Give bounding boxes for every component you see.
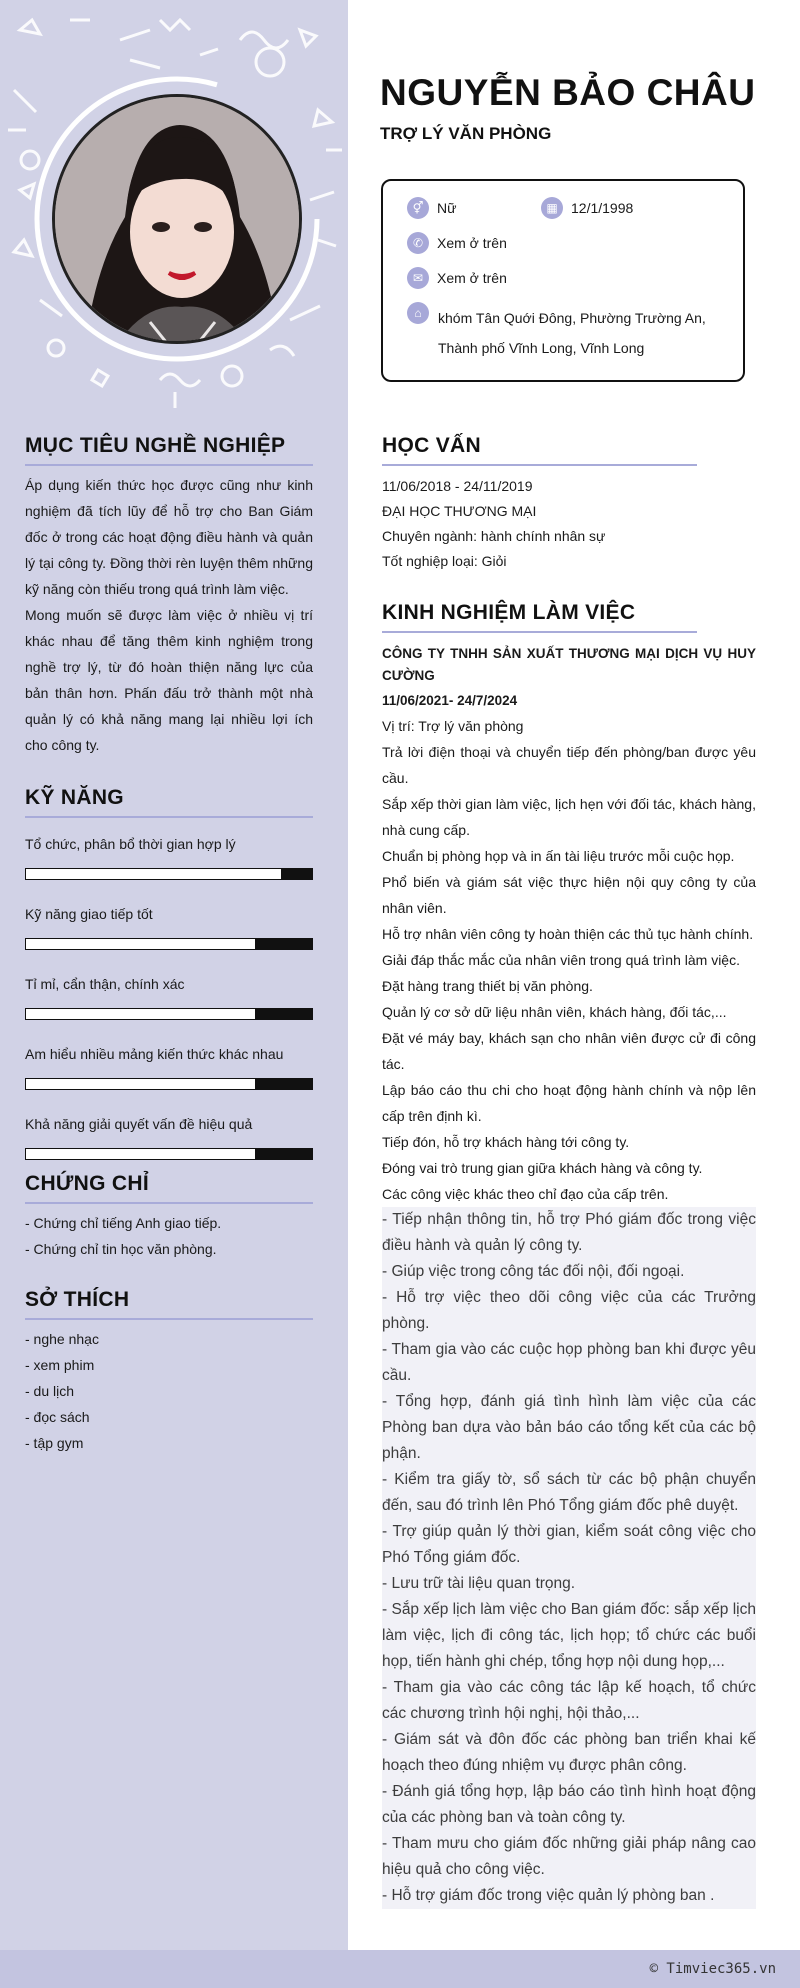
skill-level-fill <box>255 1009 312 1019</box>
objective-paragraph: Áp dụng kiến thức học được cũng như kinh nghiệm đã tích lũy để hỗ trợ cho Ban Giám đốc ở trong các hoạt động điều hành và quản lý tại công ty. Đồng thời rèn luyện thêm những kỹ năng còn thiếu trong quá trình làm việc. <box>25 477 313 597</box>
duty-item: Đóng vai trò trung gian giữa khách hàng và công ty. <box>382 1160 703 1176</box>
certificates-section <box>25 1172 313 1262</box>
extra-duty-item: - Kiểm tra giấy tờ, sổ sách từ các bộ phận chuyển đến, sau đó trình lên Phó Tổng giám đốc phê duyệt. <box>382 1467 756 1519</box>
extra-duty-item: - Lưu trữ tài liệu quan trọng. <box>382 1571 756 1597</box>
section-divider <box>25 464 313 466</box>
duty-item: Lập báo cáo thu chi cho hoạt động hành chính và nộp lên cấp trên định kì. <box>382 1082 756 1124</box>
section-divider <box>382 464 697 466</box>
avatar <box>52 94 302 344</box>
objective-title: MỤC TIÊU NGHỀ NGHIỆP <box>25 434 286 457</box>
home-icon: ⌂ <box>407 302 429 324</box>
address-line: khóm Tân Quới Đông, Phường Trường An, <box>438 310 706 326</box>
skill-level-fill <box>255 1149 312 1159</box>
skill-level-fill <box>281 869 312 879</box>
education-title: HỌC VẤN <box>382 434 481 457</box>
skill-label: Am hiểu nhiều mảng kiến thức khác nhau <box>25 1046 284 1062</box>
duty-item: Sắp xếp thời gian làm việc, lịch hẹn với đối tác, khách hàng, nhà cung cấp. <box>382 796 756 838</box>
skill-item <box>25 1044 313 1090</box>
calendar-icon: ▦ <box>541 197 563 219</box>
education-grade: Tốt nghiệp loại: Giỏi <box>382 553 507 569</box>
duty-item: Các công việc khác theo chỉ đạo của cấp trên. <box>382 1186 669 1202</box>
experience-title: KINH NGHIỆM LÀM VIỆC <box>382 601 636 624</box>
duty-item: Giải đáp thắc mắc của nhân viên trong quá trình làm việc. <box>382 952 740 968</box>
certificates-title: CHỨNG CHỈ <box>25 1172 149 1195</box>
duty-item: Trả lời điện thoại và chuyển tiếp đến phòng/ban được yêu cầu. <box>382 744 756 786</box>
skills-title: KỸ NĂNG <box>25 786 124 809</box>
education-period: 11/06/2018 - 24/11/2019 <box>382 478 533 494</box>
skill-bar <box>25 1148 313 1160</box>
extra-duty-item: - Hỗ trợ giám đốc trong việc quản lý phòng ban . <box>382 1883 756 1909</box>
extra-duty-item: - Tham gia vào các cuộc họp phòng ban khi được yêu cầu. <box>382 1337 756 1389</box>
company-name: CÔNG TY TNHH SẢN XUẤT THƯƠNG MẠI DỊCH VỤ HUY CƯỜNG <box>382 646 756 683</box>
address-line: Thành phố Vĩnh Long, Vĩnh Long <box>438 340 645 356</box>
sidebar <box>0 0 348 1950</box>
duty-item: Tiếp đón, hỗ trợ khách hàng tới công ty. <box>382 1134 630 1150</box>
duty-item: Hỗ trợ nhân viên công ty hoàn thiện các thủ tục hành chính. <box>382 926 754 942</box>
skill-label: Khả năng giải quyết vấn đề hiệu quả <box>25 1116 253 1132</box>
skill-bar <box>25 1078 313 1090</box>
extra-duty-item: - Tham mưu cho giám đốc những giải pháp nâng cao hiệu quả cho công việc. <box>382 1831 756 1883</box>
portrait-illustration <box>55 97 302 344</box>
gender-value: Nữ <box>437 200 457 216</box>
phone-row <box>407 232 507 254</box>
skill-item <box>25 904 313 950</box>
skill-level-fill <box>255 939 312 949</box>
hobby-item: - du lịch <box>25 1383 75 1399</box>
footer-bar <box>0 1950 800 1988</box>
extra-duty-item: - Sắp xếp lịch làm việc cho Ban giám đốc: sắp xếp lịch làm việc, lịch đi công tác, lịch họp; tổ chức các buổi họp, tiến hành ghi chép, tổng hợp nội dung họp,... <box>382 1597 756 1675</box>
job-period: 11/06/2021- 24/7/2024 <box>382 693 518 708</box>
extra-duty-item: - Hỗ trợ việc theo dõi công việc của các Trưởng phòng. <box>382 1285 756 1337</box>
gender-icon: ⚥ <box>407 197 429 219</box>
hobby-item: - tập gym <box>25 1435 84 1451</box>
hobby-item: - xem phim <box>25 1357 95 1373</box>
address-value <box>438 303 728 363</box>
email-row <box>407 267 507 289</box>
skill-bar <box>25 868 313 880</box>
extra-duty-item: - Tham gia vào các công tác lập kế hoạch, tổ chức các chương trình hội nghị, hội thảo,... <box>382 1675 756 1727</box>
skill-item <box>25 1114 313 1160</box>
extra-duty-item: - Đánh giá tổng hợp, lập báo cáo tình hình hoạt động của các phòng ban và toàn công ty. <box>382 1779 756 1831</box>
skill-level-fill <box>255 1079 312 1089</box>
duty-item: Đặt hàng trang thiết bị văn phòng. <box>382 978 593 994</box>
extra-duty-item: - Giúp việc trong công tác đối nội, đối ngoại. <box>382 1259 756 1285</box>
hobbies-title: SỞ THÍCH <box>25 1288 130 1311</box>
duty-item: Quản lý cơ sở dữ liệu nhân viên, khách hàng, đối tác,... <box>382 1004 727 1020</box>
email-value: Xem ở trên <box>437 270 507 286</box>
duty-item: Đặt vé máy bay, khách sạn cho nhân viên được cử đi công tác. <box>382 1030 756 1072</box>
skill-label: Tỉ mỉ, cẩn thận, chính xác <box>25 976 185 992</box>
footer-watermark[interactable]: © Timviec365.vn <box>649 1961 776 1977</box>
skill-bar <box>25 1008 313 1020</box>
certificate-item: - Chứng chỉ tiếng Anh giao tiếp. <box>25 1215 222 1231</box>
section-divider <box>25 816 313 818</box>
extra-duty-item: - Tổng hợp, đánh giá tình hình làm việc của các Phòng ban dựa vào bản báo cáo tổng kết của các bộ phận. <box>382 1389 756 1467</box>
objective-paragraph: Mong muốn sẽ được làm việc ở nhiều vị trí khác nhau để tăng thêm kinh nghiệm trong nghề trợ lý, từ đó hoàn thiện năng lực của bản thân hơn. Phấn đấu trở thành một nhà quản lý có khả năng mang lại nhiều lợi ích cho công ty. <box>25 607 313 753</box>
birthday-value: 12/1/1998 <box>571 200 634 216</box>
objective-section <box>25 434 313 758</box>
experience-section <box>382 601 756 1909</box>
duty-item: Chuẩn bị phòng họp và in ấn tài liệu trước mỗi cuộc họp. <box>382 848 735 864</box>
duty-item: Vị trí: Trợ lý văn phòng <box>382 718 524 734</box>
certificate-item: - Chứng chỉ tin học văn phòng. <box>25 1241 217 1257</box>
contact-box <box>381 179 745 382</box>
education-major: Chuyên ngành: hành chính nhân sự <box>382 528 606 544</box>
duty-item: Phổ biến và giám sát việc thực hiện nội quy công ty của nhân viên. <box>382 874 756 916</box>
address-row <box>407 302 437 324</box>
birthday-row <box>541 197 633 219</box>
extra-duty-item: - Trợ giúp quản lý thời gian, kiểm soát công việc cho Phó Tổng giám đốc. <box>382 1519 756 1571</box>
hobby-item: - nghe nhạc <box>25 1331 99 1347</box>
mail-icon: ✉ <box>407 267 429 289</box>
candidate-title: TRỢ LÝ VĂN PHÒNG <box>380 124 552 143</box>
hobby-item: - đọc sách <box>25 1409 90 1425</box>
skill-bar <box>25 938 313 950</box>
extra-duty-item: - Giám sát và đôn đốc các phòng ban triển khai kế hoạch theo đúng nhiệm vụ được phân công. <box>382 1727 756 1779</box>
phone-icon: ✆ <box>407 232 429 254</box>
skill-item <box>25 974 313 1020</box>
phone-value: Xem ở trên <box>437 235 507 251</box>
skills-section <box>25 786 313 1160</box>
skill-item <box>25 834 313 880</box>
education-section <box>382 434 756 574</box>
skill-label: Kỹ năng giao tiếp tốt <box>25 906 153 922</box>
candidate-name: NGUYỄN BẢO CHÂU <box>380 72 756 113</box>
skill-label: Tổ chức, phân bổ thời gian hợp lý <box>25 836 236 852</box>
section-divider <box>25 1318 313 1320</box>
section-divider <box>382 631 697 633</box>
gender-row <box>407 197 456 219</box>
education-school: ĐẠI HỌC THƯƠNG MẠI <box>382 503 537 519</box>
extra-duty-item: - Tiếp nhận thông tin, hỗ trợ Phó giám đốc trong việc điều hành và quản lý công ty. <box>382 1207 756 1259</box>
section-divider <box>25 1202 313 1204</box>
hobbies-section <box>25 1288 313 1456</box>
